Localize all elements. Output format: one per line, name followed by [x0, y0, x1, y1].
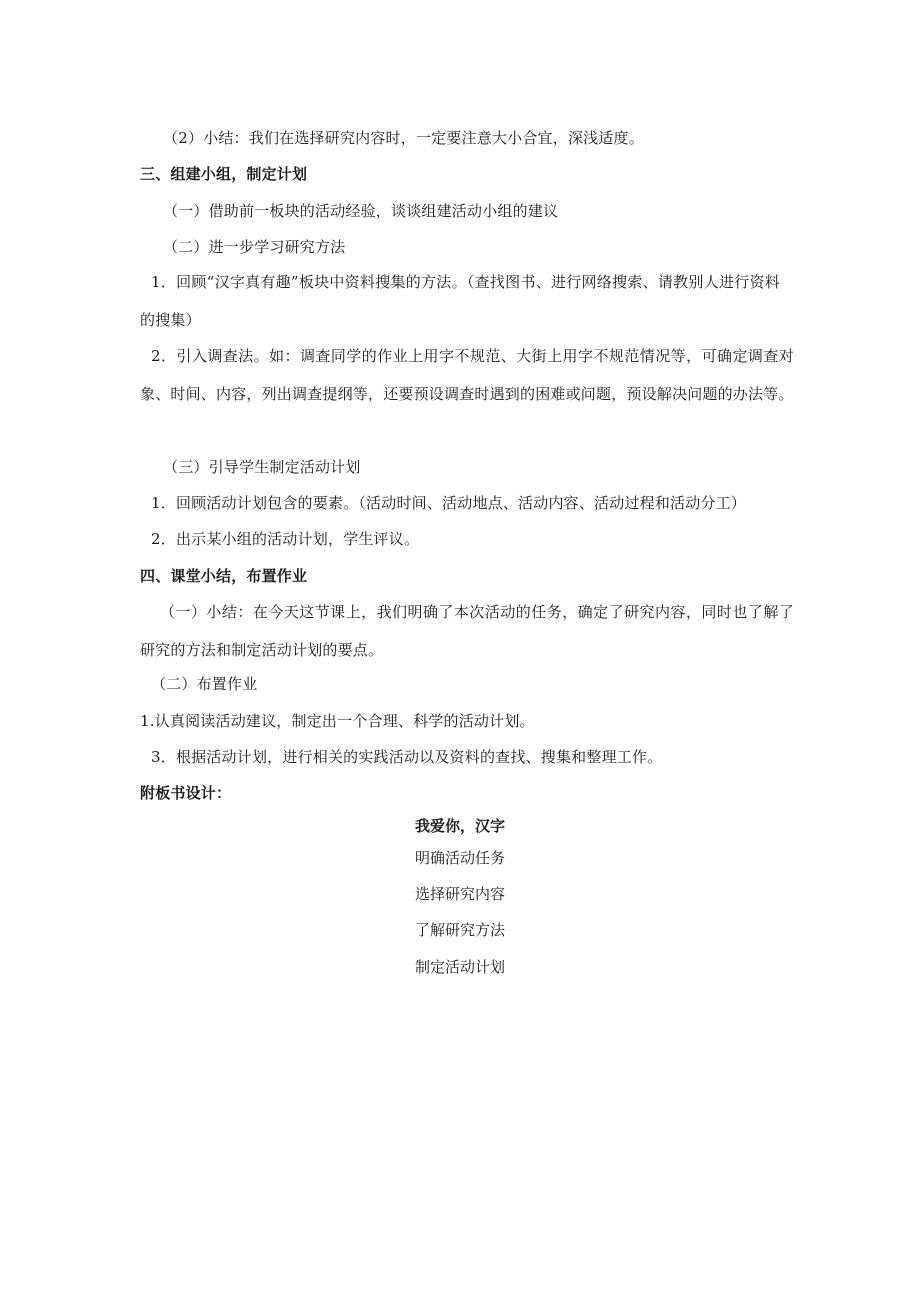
board-title: 我爱你，汉字: [414, 817, 505, 835]
paragraph-homework-heading: （二）布置作业: [151, 675, 258, 693]
paragraph-plan-item-1: 1．回顾活动计划包含的要素。（活动时间、活动地点、活动内容、活动过程和活动分工）: [151, 494, 747, 512]
board-item: 制定活动计划: [414, 958, 505, 976]
paragraph-item-2: 2．引入调查法。如：调查同学的作业上用字不规范、大街上用字不规范情况等，可确定调查对象、时间、内容，列出调查提纲等，还要预设调查时遇到的困难或问题，预设解决问题的办法等。: [140, 347, 794, 403]
paragraph-subsection-3: （三）引导学生制定活动计划: [163, 458, 361, 476]
paragraph-homework-3: 3．根据活动计划，进行相关的实践活动以及资料的查找、搜集和整理工作。: [151, 748, 663, 766]
paragraph-homework-1: 1.认真阅读活动建议，制定出一个合理、科学的活动计划。: [140, 712, 535, 730]
paragraph-item-1: 1．回顾“汉字真有趣”板块中资料搜集的方法。（查找图书、进行网络搜索、请教别人进行资料的搜集）: [140, 273, 780, 329]
paragraph-subsection-1: （一）借助前一板块的活动经验，谈谈组建活动小组的建议: [163, 202, 559, 220]
paragraph-class-summary: （一）小结：在今天这节课上，我们明确了本次活动的任务，确定了研究内容，同时也了解了研究的方法和制定活动计划的要点。: [140, 603, 794, 659]
section-heading-4: 四、课堂小结，布置作业: [140, 567, 308, 585]
board-item: 了解研究方法: [414, 921, 505, 939]
board-item: 明确活动任务: [414, 849, 505, 867]
board-item: 选择研究内容: [414, 885, 505, 903]
paragraph-subsection-2: （二）进一步学习研究方法: [163, 238, 346, 256]
paragraph-summary-2: （2）小结：我们在选择研究内容时，一定要注意大小合宜，深浅适度。: [163, 129, 644, 147]
paragraph-plan-item-2: 2．出示某小组的活动计划，学生评议。: [151, 530, 420, 548]
board-design-heading: 附板书设计：: [140, 784, 232, 802]
section-heading-3: 三、组建小组，制定计划: [140, 165, 308, 183]
